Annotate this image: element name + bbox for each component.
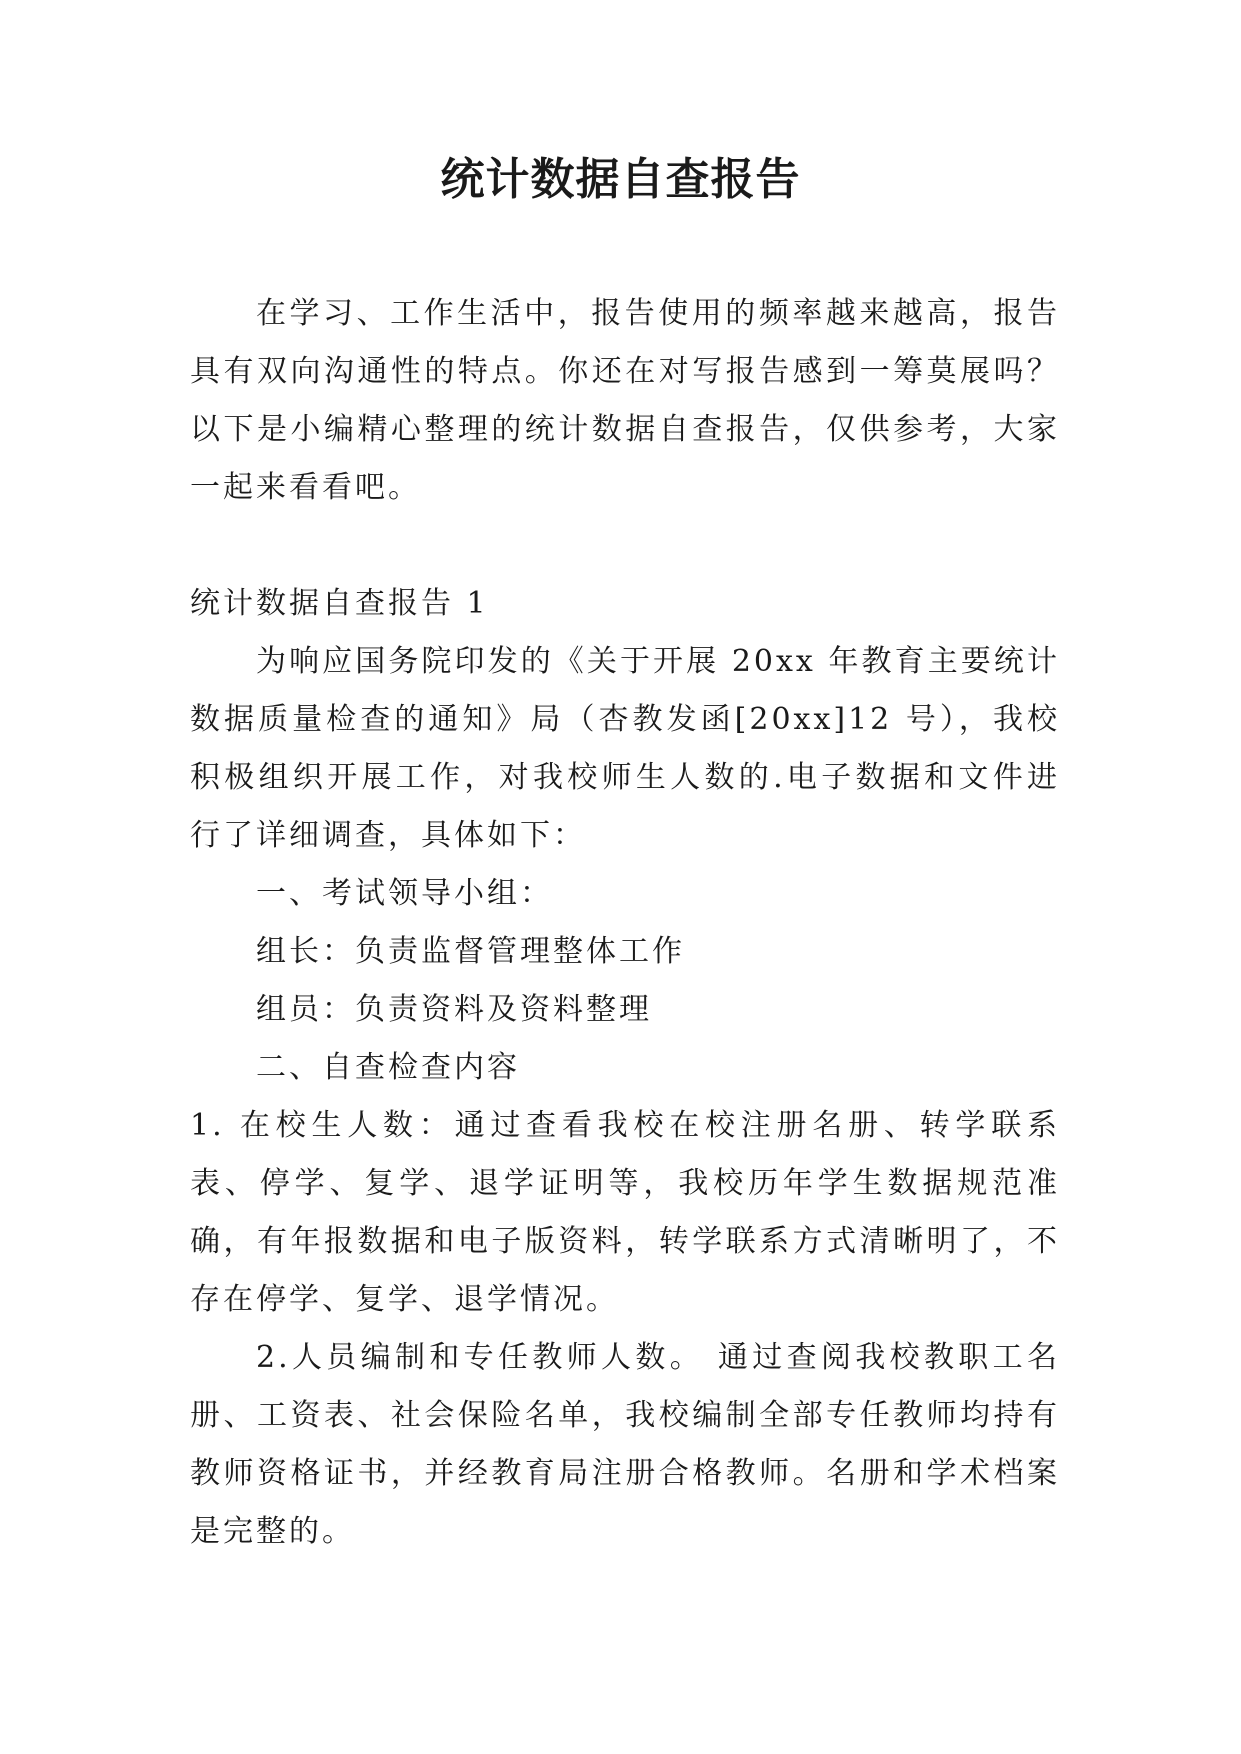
paragraph-group-leader: 组长：负责监督管理整体工作 <box>256 934 685 969</box>
paragraph-student-count: 1. 在校生人数：通过查看我校在校注册名册、转学联系表、停学、复学、退学证明等，我校历年学生数据规范准确，有年报数据和电子版资料，转学联系方式清晰明了，不存在停学、复学、退学情况。 <box>190 1108 1060 1317</box>
paragraph-group-members: 组员：负责资料及资料整理 <box>256 992 652 1027</box>
section-heading: 统计数据自查报告 1 <box>190 586 489 621</box>
paragraph-leadership-group: 一、考试领导小组： <box>256 876 553 911</box>
document-body <box>190 285 1060 1561</box>
paragraph-self-check-content: 二、自查检查内容 <box>256 1050 520 1085</box>
paragraph-response: 为响应国务院印发的《关于开展 20xx 年教育主要统计数据质量检查的通知》局（杏教发函[20xx]12 号），我校积极组织开展工作，对我校师生人数的.电子数据和文件进行了详细调查，具体如下： <box>190 644 1060 853</box>
document-title: 统计数据自查报告 <box>440 154 801 205</box>
intro-paragraph: 在学习、工作生活中，报告使用的频率越来越高，报告具有双向沟通性的特点。你还在对写报告感到一筹莫展吗？以下是小编精心整理的统计数据自查报告，仅供参考，大家一起来看看吧。 <box>190 296 1060 505</box>
paragraph-staffing: 2.人员编制和专任教师人数。 通过查阅我校教职工名册、工资表、社会保险名单，我校编制全部专任教师均持有教师资格证书，并经教育局注册合格教师。名册和学术档案是完整的。 <box>190 1340 1060 1549</box>
